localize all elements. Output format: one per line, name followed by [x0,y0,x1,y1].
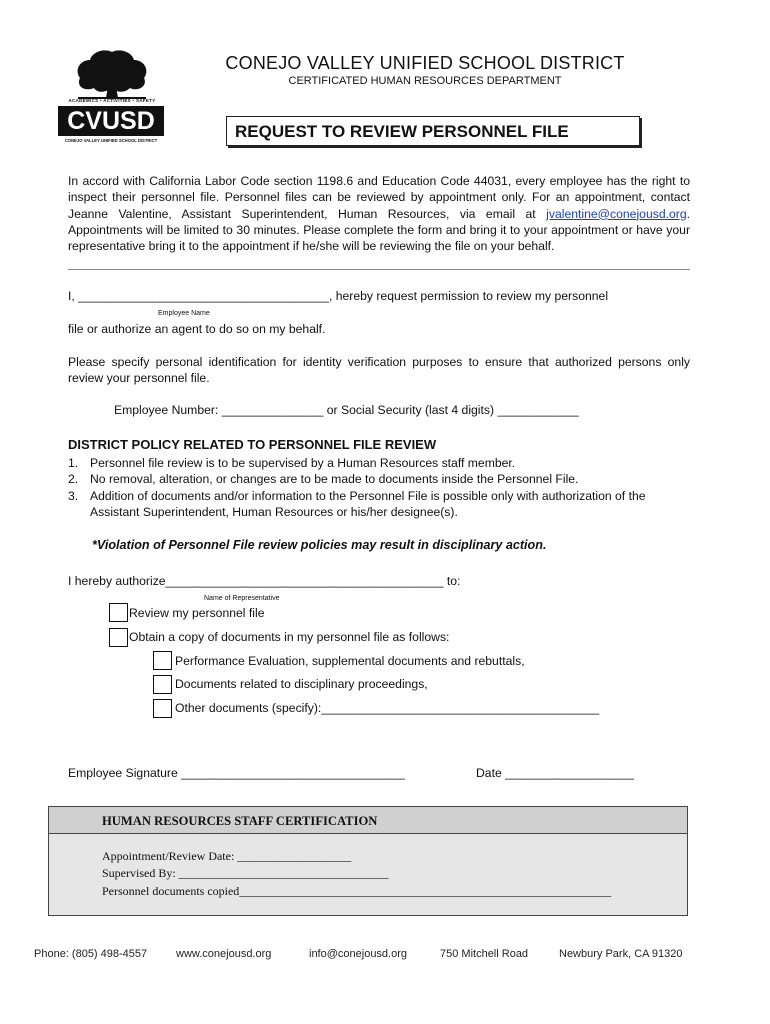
policy-item [68,488,692,521]
obtain-copy-checkbox[interactable] [109,628,128,647]
policy-item-text: Personnel file review is to be supervised by a Human Resources staff member. [90,456,516,470]
review-file-label: Review my personnel file [129,606,265,620]
authorize-line: I hereby authorize_________________________________________ to: [68,574,461,588]
form-title: REQUEST TO REVIEW PERSONNEL FILE [226,116,640,146]
policy-item-number: 2. [68,472,79,487]
other-documents-checkbox[interactable] [153,699,172,718]
employee-number-line: Employee Number: _______________ or Social Security (last 4 digits) ____________ [114,403,579,417]
footer-website[interactable]: www.conejousd.org [176,948,272,960]
other-documents-label: Other documents (specify):_________________________________________ [175,701,600,715]
policy-item [68,471,692,487]
performance-evaluation-label: Performance Evaluation, supplemental documents and rebuttals, [175,654,525,668]
violation-warning: *Violation of Personnel File review policies may result in disciplinary action. [92,538,547,552]
logo-wordmark: CVUSD [58,106,164,136]
policy-list [68,455,692,520]
footer-city: Newbury Park, CA 91320 [559,948,683,960]
disciplinary-documents-label: Documents related to disciplinary proceedings, [175,677,428,691]
representative-label: Name of Representative [204,595,280,602]
logo-subtitle: CONEJO VALLEY UNIFIED SCHOOL DISTRICT [64,138,158,143]
footer-email[interactable]: info@conejousd.org [309,948,408,960]
policy-item-number: 1. [68,456,79,470]
employee-signature-field[interactable]: Employee Signature _________________________________ [68,766,405,780]
email-link[interactable]: jvalentine@conejousd.org [546,206,687,221]
footer-address: 750 Mitchell Road [440,948,529,960]
divider [68,269,690,270]
documents-copied-field[interactable]: Personnel documents copied______________________________________________________________ [102,884,612,898]
performance-evaluation-checkbox[interactable] [153,651,172,670]
appointment-date-field[interactable]: Appointment/Review Date: ___________________ [102,849,352,863]
intro-text-after-link: . Appointments will be limited to 30 minutes. Please complete the form and bring it to your appointment or have your representative bring it to the appointment if he/she will be reviewing the file on your behalf. [68,206,690,254]
department-name: CERTIFICATED HUMAN RESOURCES DEPARTMENT [288,75,562,87]
hr-certification-title: HUMAN RESOURCES STAFF CERTIFICATION [102,814,378,828]
employee-name-label: Employee Name [158,310,210,317]
policy-item-text: No removal, alteration, or changes are to be made to documents inside the Personnel File. [90,472,579,487]
footer-phone: Phone: (805) 498-4557 [34,948,148,960]
request-line: I, _____________________________________, hereby request permission to review my personnel [68,289,609,303]
policy-item-text: Addition of documents and/or information to the Personnel File is possible only with authorization of the Assistant Superintendent, Human Resources or his/her designee(s). [90,488,646,519]
obtain-copy-label: Obtain a copy of documents in my personnel file as follows: [129,630,450,644]
intro-text-before-link: In accord with California Labor Code section 1198.6 and Education Code 44031, every employee has the right to inspect their personnel file. Personnel files can be reviewed by appointment only. For an appointment, contact Jeanne Valentine, Assistant Superintendent, Human Resources, via email at [68,174,690,221]
district-name: CONEJO VALLEY UNIFIED SCHOOL DISTRICT [225,53,625,73]
policy-item-number: 3. [68,488,79,503]
policy-item [68,455,692,471]
review-file-checkbox[interactable] [109,603,128,622]
disciplinary-documents-checkbox[interactable] [153,675,172,694]
date-field[interactable]: Date ___________________ [476,766,634,780]
logo-tagline: ACADEMICS • ACTIVITIES • SAFETY [68,98,156,103]
intro-paragraph [68,173,690,254]
supervised-by-field[interactable]: Supervised By: ___________________________________ [102,866,389,880]
request-line-continued: file or authorize an agent to do so on my behalf. [68,322,326,336]
identification-text: Please specify personal identification for identity verification purposes to ensure that authorized persons only review your personnel file. [68,355,690,386]
policy-heading: DISTRICT POLICY RELATED TO PERSONNEL FILE REVIEW [68,437,437,452]
